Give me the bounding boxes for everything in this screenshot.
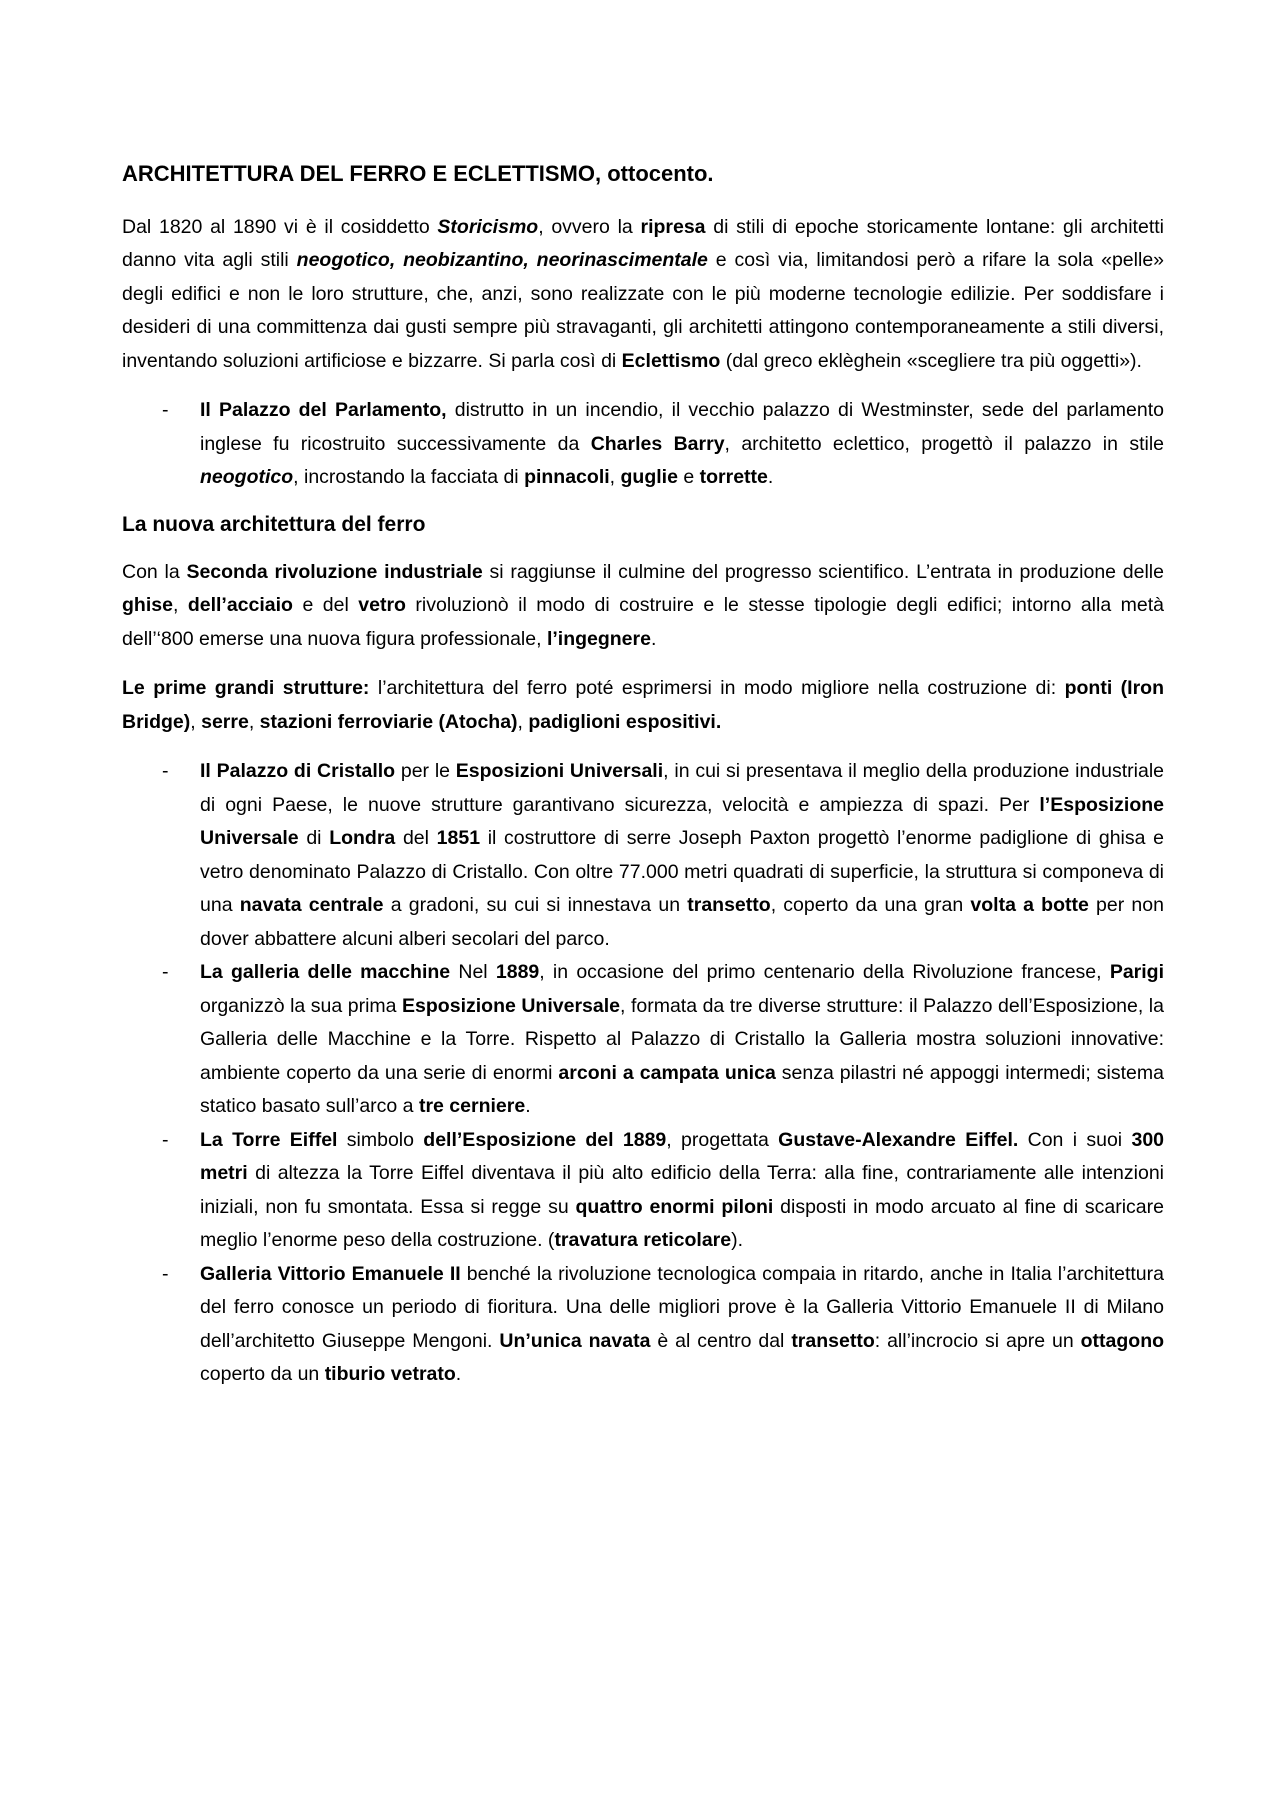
emphasized-text: Londra xyxy=(329,827,396,850)
list-parlamento xyxy=(122,394,1164,495)
emphasized-text: ottagono xyxy=(1080,1329,1165,1352)
emphasized-text: quattro enormi piloni xyxy=(575,1195,774,1218)
emphasized-text: ghise xyxy=(122,594,173,617)
emphasized-text: 1851 xyxy=(436,827,481,850)
emphasized-text: pinnacoli xyxy=(524,466,610,489)
emphasized-text: 1889 xyxy=(495,961,540,984)
paragraph-prime-strutture: Le prime grandi strutture: l’architettura del ferro poté esprimersi in modo migliore nella costruzione di: ponti (Iron Bridge), serre, stazioni ferroviarie (Atocha), padiglioni espositivi. xyxy=(122,677,1164,733)
emphasized-text: dell’Esposizione del 1889 xyxy=(423,1128,667,1151)
emphasized-text: dell’acciaio xyxy=(187,594,293,617)
emphasized-text: tiburio vetrato xyxy=(324,1363,456,1386)
emphasized-text: Un’unica navata xyxy=(499,1329,651,1352)
emphasized-text: neogotico, neobizantino, neorinascimentale xyxy=(296,249,708,272)
emphasized-text: neogotico xyxy=(200,466,294,489)
emphasized-text: Charles Barry xyxy=(590,432,725,455)
paragraph-seconda-rivoluzione: Con la Seconda rivoluzione industriale si raggiunse il culmine del progresso scientifico. L’entrata in produzione delle ghise, dell’acciaio e del vetro rivoluzionò il modo di costruire e le stesse tipologie degli edifici; intorno alla metà dell’‘800 emerse una nuova figura professionale, l’ingegnere. xyxy=(122,560,1164,650)
emphasized-text: vetro xyxy=(358,594,406,617)
list-item: - Galleria Vittorio Emanuele II benché la rivoluzione tecnologica compaia in ritardo, anche in Italia l’architettura del ferro conosce un periodo di fioritura. Una delle migliori prove è la Galleria Vittorio Emanuele II di Milano dell’architetto Giuseppe Mengoni. Un’unica navata è al centro dal transetto: all’incrocio si apre un ottagono coperto da un tiburio vetrato. xyxy=(122,1258,1164,1392)
emphasized-text: 300 metri xyxy=(200,1128,1165,1185)
list-item: - Il Palazzo di Cristallo per le Esposizioni Universali, in cui si presentava il meglio della produzione industriale di ogni Paese, le nuove strutture garantivano sicurezza, velocità e ampiezza di spazi. Per l’Esposizione Universale di Londra del 1851 il costruttore di serre Joseph Paxton progettò l’enorme padiglione di ghisa e vetro denominato Palazzo di Cristallo. Con oltre 77.000 metri quadrati di superficie, la struttura si componeva di una navata centrale a gradoni, su cui si innestava un transetto, coperto da una gran volta a botte per non dover abbattere alcuni alberi secolari del parco. xyxy=(122,755,1164,956)
emphasized-text: stazioni ferroviarie (Atocha) xyxy=(259,710,518,733)
emphasized-text: serre xyxy=(201,710,249,733)
emphasized-text: La Torre Eiffel xyxy=(200,1128,338,1151)
emphasized-text: Galleria Vittorio Emanuele II xyxy=(200,1262,461,1285)
emphasized-text: arconi a campata unica xyxy=(558,1061,776,1084)
emphasized-text: navata centrale xyxy=(239,894,384,917)
document-title: ARCHITETTURA DEL FERRO E ECLETTISMO, ottocento. xyxy=(122,161,714,186)
list-item: - La Torre Eiffel simbolo dell’Esposizione del 1889, progettata Gustave-Alexandre Eiffel. Con i suoi 300 metri di altezza la Torre Eiffel diventava il più alto edificio della Terra: alla fine, contrariamente alle intenzioni iniziali, non fu smontata. Essa si regge su quattro enormi piloni disposti in modo arcuato al fine di scaricare meglio l’enorme peso della costruzione. (travatura reticolare). xyxy=(122,1124,1164,1258)
emphasized-text: Eclettismo xyxy=(621,349,721,372)
emphasized-text: ponti (Iron Bridge) xyxy=(122,677,1164,733)
dash-bullet: - xyxy=(162,1262,169,1285)
section-heading: La nuova architettura del ferro xyxy=(122,512,426,536)
emphasized-text: ripresa xyxy=(640,215,706,238)
emphasized-text: l’Esposizione Universale xyxy=(200,793,1164,850)
emphasized-text: tre cerniere xyxy=(418,1095,526,1118)
list-item: - La galleria delle macchine Nel 1889, in occasione del primo centenario della Rivoluzione francese, Parigi organizzò la sua prima Esposizione Universale, formata da tre diverse strutture: il Palazzo dell’Esposizione, la Galleria delle Macchine e la Torre. Rispetto al Palazzo di Cristallo la Galleria mostra soluzioni innovative: ambiente coperto da una serie di enormi arconi a campata unica senza pilastri né appoggi intermedi; sistema statico basato sull’arco a tre cerniere. xyxy=(122,956,1164,1124)
emphasized-text: guglie xyxy=(620,466,678,489)
emphasized-text: La galleria delle macchine xyxy=(200,961,451,984)
emphasized-text: Gustave-Alexandre Eiffel. xyxy=(778,1128,1019,1151)
emphasized-text: transetto xyxy=(687,894,771,917)
dash-bullet: - xyxy=(162,1128,169,1151)
dash-bullet: - xyxy=(162,399,169,422)
emphasized-text: volta a botte xyxy=(970,894,1089,917)
list-strutture-ferro xyxy=(122,755,1164,1392)
emphasized-text: Il Palazzo del Parlamento, xyxy=(200,399,447,422)
emphasized-text: Esposizione Universale xyxy=(402,994,620,1017)
emphasized-text: l’ingegnere xyxy=(546,627,651,650)
emphasized-text: Esposizioni Universali xyxy=(455,760,664,783)
emphasized-text: Parigi xyxy=(1109,961,1164,984)
dash-bullet: - xyxy=(162,961,169,984)
emphasized-text: Il Palazzo di Cristallo xyxy=(200,760,396,783)
emphasized-text: Le prime grandi strutture: xyxy=(122,677,370,700)
emphasized-text: torrette xyxy=(699,466,768,489)
emphasized-text: Storicismo xyxy=(437,215,539,238)
emphasized-text: travatura reticolare xyxy=(554,1229,732,1252)
emphasized-text: padiglioni espositivi. xyxy=(528,710,722,733)
dash-bullet: - xyxy=(162,760,169,783)
emphasized-text: Seconda rivoluzione industriale xyxy=(186,560,483,583)
paragraph-storicismo: Dal 1820 al 1890 vi è il cosiddetto Storicismo, ovvero la ripresa di stili di epoche storicamente lontane: gli architetti danno vita agli stili neogotico, neobizantino, neorinascimentale e così via, limitandosi però a rifare la sola «pelle» degli edifici e non le loro strutture, che, anzi, sono realizzate con le più moderne tecnologie edilizie. Per soddisfare i desideri di una committenza dai gusti sempre più stravaganti, gli architetti attingono contemporaneamente a stili diversi, inventando soluzioni artificiose e bizzarre. Si parla così di Eclettismo (dal greco eklèghein «scegliere tra più oggetti»). xyxy=(122,215,1165,372)
emphasized-text: transetto xyxy=(791,1329,875,1352)
list-item: - Il Palazzo del Parlamento, distrutto in un incendio, il vecchio palazzo di Westminster, sede del parlamento inglese fu ricostruito successivamente da Charles Barry, architetto eclettico, progettò il palazzo in stile neogotico, incrostando la facciata di pinnacoli, guglie e torrette. xyxy=(122,394,1164,495)
